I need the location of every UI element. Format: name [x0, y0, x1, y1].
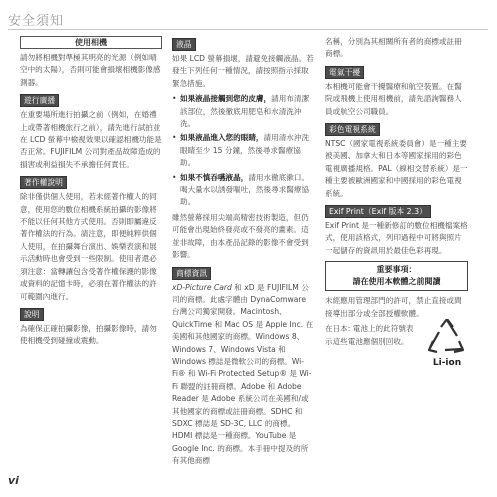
column-1 [20, 36, 162, 351]
bullet-eyes-text: 請用清水沖洗眼睛至少 15 分鐘，然後尋求醫療協助。 [180, 133, 310, 168]
section-heading-camera-use: 使用相機 [20, 36, 162, 49]
page-number: vi [8, 474, 19, 487]
section-tag-interference: 電氣干擾 [325, 66, 364, 79]
trademark-continued: 名稱，分別為其相關所有者的商標或註冊商標。 [325, 37, 462, 59]
liquid-crystal-bullets [172, 93, 315, 209]
copyright-text: 除非僅供個人使用，若未經著作權人的同意，使用您的數位相機系統拍攝的影像將不能以任何其他方式使用。否則即屬違反著作權法的行為。請注意，即便純粹供個人使用，在拍攝舞台演出、娛樂表演和展示活動時也會受到一些限制。使用者還必須注意：當轉讓包含受著作權保護的影像或資料的記憶卡時，必須在著作權法的許可範圍內進行。 [20, 192, 157, 301]
export-control-text: 未經應用管理部門的許可，禁止直接或間接導出部分或全部授權軟體。 [325, 296, 462, 318]
section-tag-test-shot: 遊行廣播 [20, 94, 59, 107]
exif-text: Exif Print 是一種新修訂的數位相機檔案格式，使用該格式，列印過程中可將與照片一起儲存的資訊用於最佳色彩再現。 [325, 221, 468, 255]
important-notice-box [325, 261, 468, 291]
battery-recycling-row [325, 323, 468, 369]
handling-text: 為確保正確拍攝影像，拍攝影像時，請勿使相機受到碰撞或震動。 [20, 323, 157, 346]
column-3 [325, 36, 468, 369]
bullet-swallow-head: 如果不慎吞嚥液晶， [180, 172, 249, 182]
interference-text: 本相機可能會干擾醫療和航空裝置。在醫院或飛機上使用相機前，請先諮詢醫務人員或航空公司職員。 [325, 81, 462, 116]
recycle-icon [423, 319, 471, 375]
bullet-eyes-head: 如果液晶進入您的眼睛， [180, 133, 264, 143]
test-shot-text: 在重要場所進行拍攝之前（例如，在婚禮上或帶著相機旅行之前），請先進行試拍並在 LCD 螢幕中檢視效果以確認相機功能是否正常。FUJIFILM 公司對產品故障造成的損害或利益損失不承擔任何責任。 [20, 110, 162, 169]
bullet-swallow-text: 請用水徹底漱口。喝大量水以誘發嘔吐，然後尋求醫療協助。 [180, 172, 310, 207]
bullet-swallow [172, 172, 315, 209]
battery-recycling-text: 在日本: 電池上的此符號表示這些電池應個別回收。 [325, 324, 414, 346]
lcd-pixel-note: 雖然螢幕採用尖端高精密技術製造，但仍可能會出現始終發亮或不發亮的畫素。這並非故障，由本產品記錄的影像不會受到影響。 [172, 212, 309, 260]
trademark-text [172, 282, 315, 468]
xd-card-name: xD-Picture Card [172, 282, 232, 292]
page-title: 安全須知 [8, 14, 65, 29]
important-subtitle: 請在使用本軟體之前閱讀 [352, 277, 441, 287]
trademark-body: 和 xD 是 FUJIFILM 公司的商標。此處字體由 DynaComware 台灣公司獨家開發。Macintosh、QuickTime 和 Mac OS 是 Apple Inc. 在美國和其他國家的商標。Windows 8、Windows 7、Windows Vista 和 Windows 標誌是微軟公司的商標。Wi-Fi® 和 Wi-Fi Protected Setup® 是 Wi-Fi 聯盟的註冊商標。Adobe 和 Adobe Reader 是 Adobe 系統公司在美國和/或其他國家的商標或註冊商標。SDHC 和 SDXC 標誌是 SD-3C, LLC 的商標。HDMI 標誌是一種商標。YouTube 是 Google Inc. 的商標。本手冊中提及的所有其他商標 [172, 282, 314, 466]
section-tag-exif: Exif Print（Exif 版本 2.3） [325, 205, 431, 218]
bullet-eyes [172, 132, 315, 169]
bullet-skin-text: 請用布清潔該部位，然後徹底用肥皂和水清洗沖洗。 [180, 94, 310, 129]
section-tag-liquid-crystal: 液晶 [172, 38, 196, 51]
li-ion-label: Li-ion [432, 358, 462, 369]
section-tag-trademark: 商標資訊 [172, 267, 211, 280]
camera-use-text: 請勿將相機對準極其明亮的光源（例如晴空中的太陽），否則可能會損壞相機影像感測器。 [20, 53, 161, 87]
bullet-skin-head: 如果液晶接觸到您的皮膚， [180, 94, 272, 104]
section-tag-tv-system: 彩色電視系統 [325, 123, 380, 136]
column-2 [172, 36, 315, 471]
section-tag-handling: 說明 [20, 308, 44, 321]
liquid-crystal-intro: 如果 LCD 螢幕損壞，請避免接觸液晶。若發生下列任何一種情況，請按照指示採取緊急措施。 [172, 54, 314, 88]
tv-system-text: NTSC（國家電視系統委員會）是一種主要被美國、加拿大和日本等國家採用的彩色電視廣播規格。PAL（線相交替系統）是一種主要被歐洲國家和中國採用的彩色電視系統。 [325, 139, 468, 198]
bullet-skin [172, 93, 315, 130]
section-tag-copyright: 著作權說明 [20, 176, 67, 189]
title-divider [8, 29, 488, 30]
important-title: 重要事項： [376, 265, 417, 275]
